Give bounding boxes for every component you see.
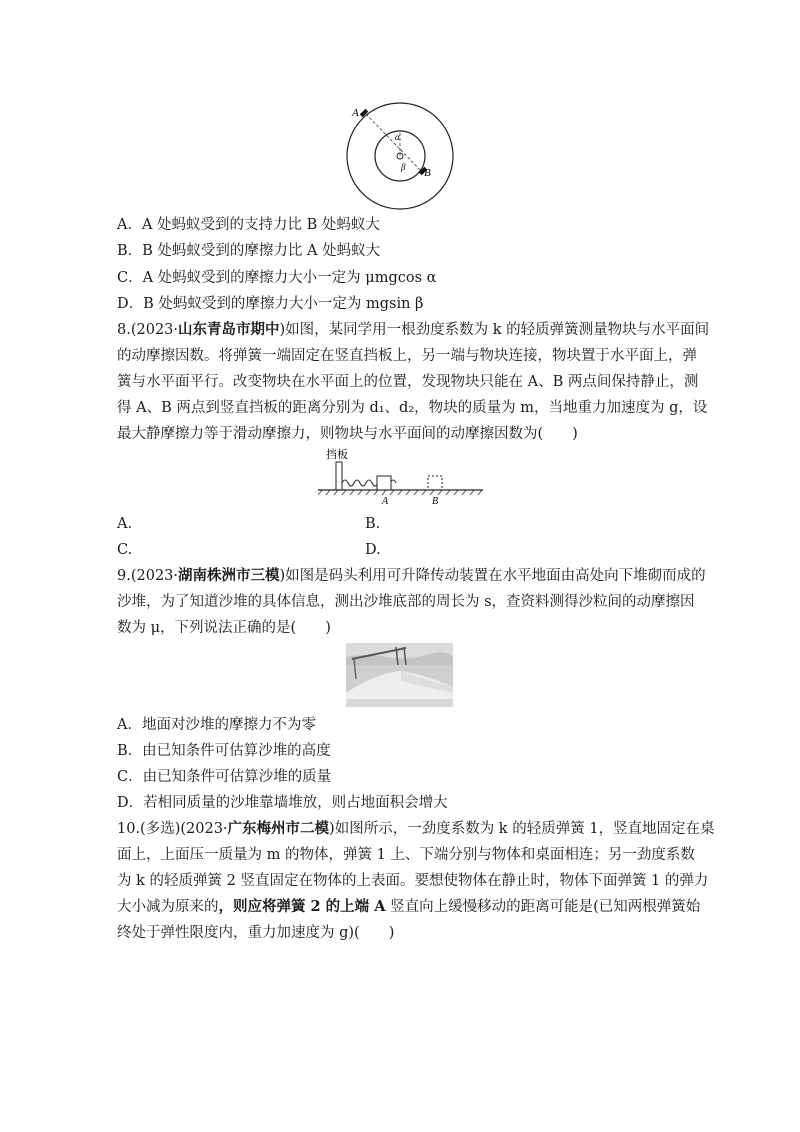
q8-option-d: D. (365, 542, 381, 558)
ant-a (360, 109, 368, 117)
q10-text-4c: 竖直向上缓慢移动的距离可能是(已知两根弹簧始 (385, 899, 701, 915)
q7-option-c: C．A 处蚂蚁受到的摩擦力大小一定为 μmgcos α (117, 270, 437, 286)
q10-line-3: 为 k 的轻质弹簧 2 竖直固定在物体的上表面。要想使物体在静止时，物体下面弹簧 1 的弹力 (117, 873, 709, 889)
q8-option-c: C. (117, 542, 133, 558)
q10-line-5: 终处于弹性限度内，重力加速度为 g)( ) (117, 925, 395, 941)
q8-number: 8.(2023· (117, 322, 179, 338)
label-pos-b: B (432, 496, 439, 507)
q9-line-1 (117, 566, 706, 586)
q7-option-a: A．A 处蚂蚁受到的支持力比 B 处蚂蚁大 (117, 217, 380, 233)
q10-source: 广东梅州市二模 (227, 820, 330, 837)
figure-bowl-ants (340, 100, 460, 210)
label-pos-a: A (382, 496, 389, 507)
q9-number: 9.(2023· (117, 568, 179, 584)
q10-text-4b: ，则应将弹簧 2 的上端 A (218, 898, 386, 915)
q9-option-a: A．地面对沙堆的摩擦力不为零 (117, 717, 316, 733)
q9-option-d: D．若相同质量的沙堆靠墙堆放，则占地面积会增大 (117, 795, 448, 811)
label-a: A (352, 107, 359, 119)
q9-line-2: 沙堆，为了知道沙堆的具体信息，测出沙堆底部的周长为 s，查资料测得沙粒间的动摩擦因 (117, 594, 695, 610)
q8-text-1: )如图，某同学用一根劲度系数为 k 的轻质弹簧测量物块与水平面间 (279, 322, 710, 338)
q9-text-1: )如图是码头利用可升降传动装置在水平地面由高处向下堆砌而成的 (279, 568, 706, 584)
q7-option-b: B．B 处蚂蚁受到的摩擦力比 A 处蚂蚁大 (117, 243, 381, 259)
label-alpha: α (395, 132, 400, 142)
q8-line-1 (117, 320, 709, 340)
q8-source: 山东青岛市期中 (178, 321, 280, 338)
block-b-dashed (428, 476, 442, 490)
figure-spring-block (318, 447, 488, 507)
label-beta: β (401, 162, 406, 172)
q8-line-4: 得 A、B 两点到竖直挡板的距离分别为 d₁、d₂，物块的质量为 m，当地重力加速度为 g，设 (117, 400, 708, 416)
q9-option-c: C．由已知条件可估算沙堆的质量 (117, 769, 332, 785)
q8-line-3: 簧与水平面平行。改变物块在水平面上的位置，发现物块只能在 A、B 两点间保持静止，测 (117, 374, 699, 390)
q9-line-3: 数为 μ，下列说法正确的是( ) (117, 620, 331, 636)
q10-text-4a: 大小减为原来的 (117, 899, 219, 915)
q10-number: 10.(多选)(2023· (117, 821, 228, 837)
q8-option-a: A. (117, 516, 133, 532)
block-a (377, 476, 391, 490)
q8-line-2: 的动摩擦因数。将弹簧一端固定在竖直挡板上，另一端与物块连接，物块置于水平面上，弹 (117, 348, 697, 364)
q10-text-1: )如图所示，一劲度系数为 k 的轻质弹簧 1，竖直地固定在桌 (329, 821, 715, 837)
q8-option-b: B. (365, 516, 381, 532)
q9-option-b: B．由已知条件可估算沙堆的高度 (117, 743, 331, 759)
label-b: B (424, 167, 431, 179)
q10-line-4 (117, 897, 700, 917)
q8-line-5: 最大静摩擦力等于滑动摩擦力，则物块与水平面间的动摩擦因数为( ) (117, 426, 578, 442)
q9-source: 湖南株洲市三模 (178, 567, 280, 584)
photo-sand-pile (346, 643, 453, 707)
q10-line-1 (117, 819, 715, 839)
wall-label: 挡板 (326, 449, 348, 461)
q7-option-d: D．B 处蚂蚁受到的摩擦力大小一定为 mgsin β (117, 296, 424, 312)
q10-line-2: 面上，上面压一质量为 m 的物体，弹簧 1 上、下端分别与物体和桌面相连；另一劲度系数 (117, 847, 695, 863)
